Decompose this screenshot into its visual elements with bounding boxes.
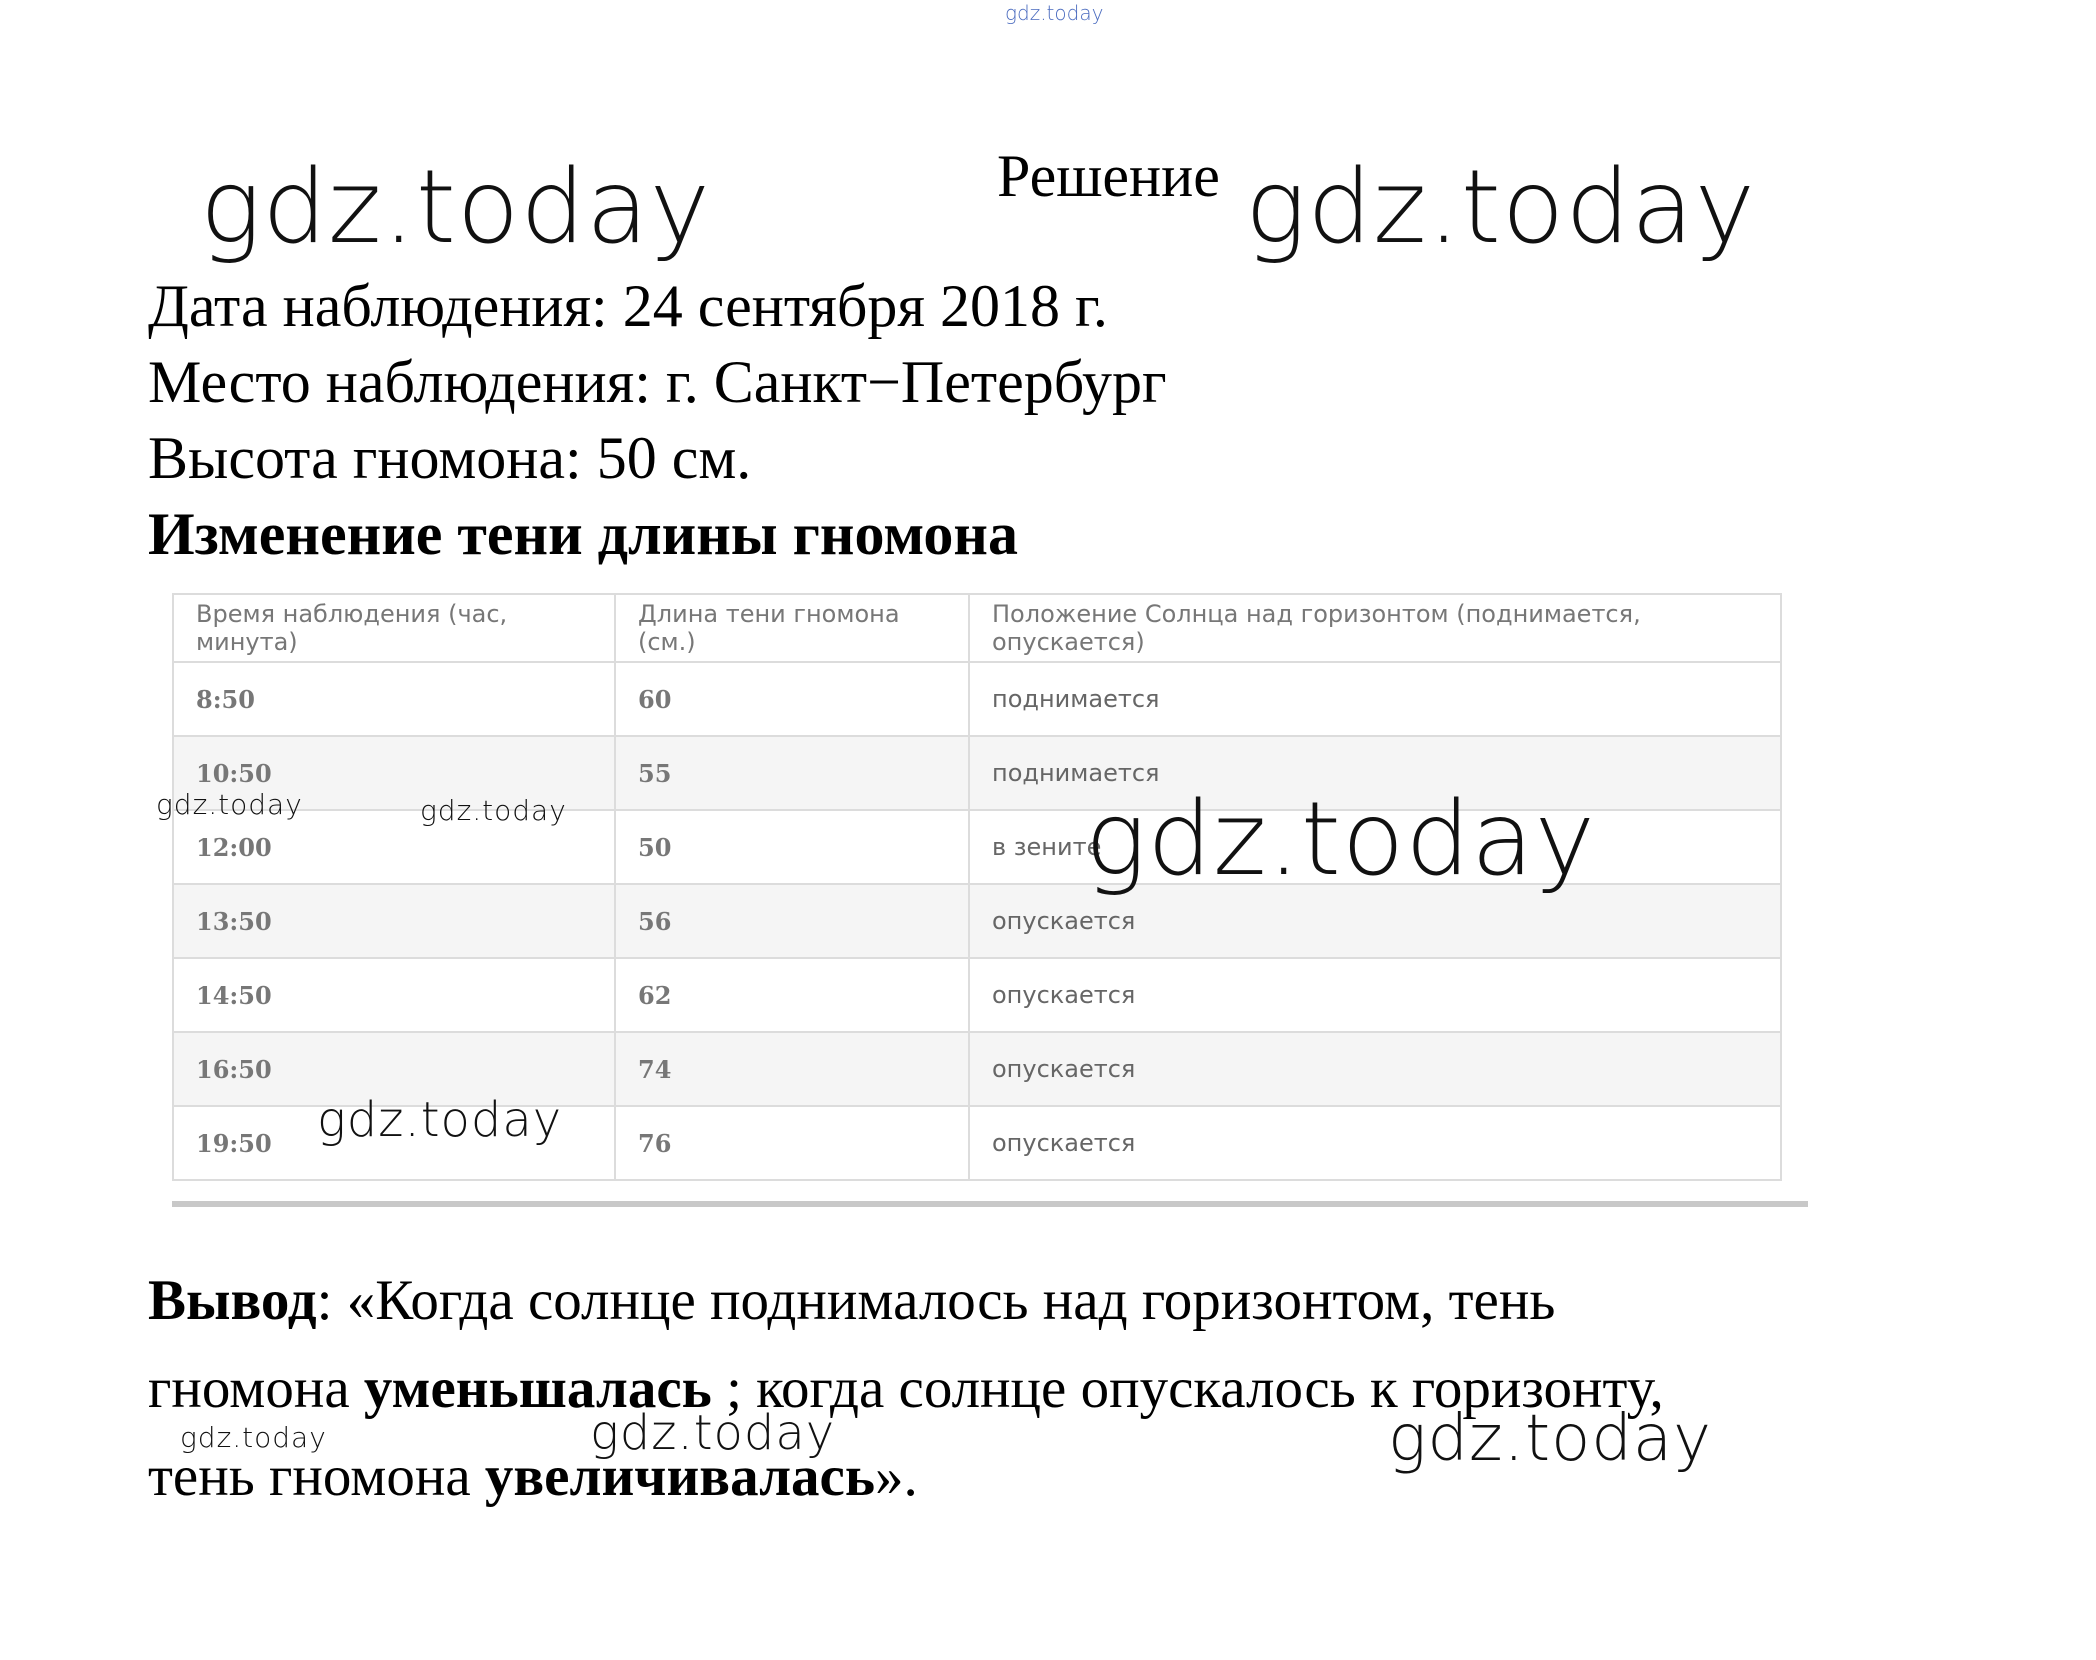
conclusion-text: : «Когда солнце поднималось над горизонтом, тень [316, 1269, 1556, 1332]
conclusion-keyword: увеличивалась [484, 1445, 875, 1508]
watermark: gdz.today [420, 794, 567, 827]
conclusion-text: ». [874, 1445, 918, 1508]
conclusion-line-1 [148, 1268, 1555, 1333]
sun-position-cell: опускается [969, 1106, 1781, 1180]
watermark-top: gdz.today [1005, 1, 1104, 25]
sun-position-cell: опускается [969, 958, 1781, 1032]
time-cell: 14:50 [173, 958, 615, 1032]
observation-place: Место наблюдения: г. Санкт−Петербург [148, 349, 1167, 415]
time-cell: 12:00 [173, 810, 615, 884]
watermark: gdz.today [200, 148, 711, 267]
conclusion-keyword: уменьшалась [363, 1357, 712, 1420]
sun-position-cell: поднимается [969, 662, 1781, 736]
sun-position-cell: опускается [969, 884, 1781, 958]
watermark: gdz.today [180, 1421, 327, 1454]
shadow-length-cell: 62 [615, 958, 969, 1032]
sun-position-cell: поднимается [969, 736, 1781, 810]
shadow-length-cell: 60 [615, 662, 969, 736]
table-row [173, 662, 1781, 736]
shadow-length-cell: 76 [615, 1106, 969, 1180]
watermark: gdz.today [156, 788, 303, 821]
observation-date: Дата наблюдения: 24 сентября 2018 г. [148, 273, 1108, 339]
table-bottom-border [172, 1201, 1808, 1207]
watermark: gdz.today [1388, 1402, 1712, 1476]
conclusion-text: гномона [148, 1357, 364, 1420]
watermark: gdz.today [1085, 780, 1596, 899]
conclusion-text: тень гномона [148, 1445, 485, 1508]
sun-position-cell: опускается [969, 1032, 1781, 1106]
time-cell: 10:50 [173, 736, 615, 810]
table-title: Изменение тени длины гномона [148, 501, 1018, 567]
conclusion-label: Вывод [148, 1269, 317, 1332]
column-header: Длина тени гномона (см.) [615, 594, 969, 662]
shadow-length-cell: 50 [615, 810, 969, 884]
watermark: gdz.today [1245, 148, 1756, 267]
watermark: gdz.today [317, 1092, 563, 1148]
shadow-length-cell: 56 [615, 884, 969, 958]
shadow-length-cell: 74 [615, 1032, 969, 1106]
time-cell: 13:50 [173, 884, 615, 958]
table-header-row [173, 594, 1781, 662]
column-header: Время наблюдения (час, минута) [173, 594, 615, 662]
time-cell: 8:50 [173, 662, 615, 736]
time-cell: 19:50 [173, 1106, 615, 1180]
column-header: Положение Солнца над горизонтом (поднимается, опускается) [969, 594, 1781, 662]
gnomon-height: Высота гномона: 50 см. [148, 425, 752, 491]
conclusion-text: ; когда солнце опускалось к горизонту, [711, 1357, 1664, 1420]
sun-position-cell: в зените [969, 810, 1781, 884]
shadow-length-cell: 55 [615, 736, 969, 810]
time-cell: 16:50 [173, 1032, 615, 1106]
page-heading: Решение [997, 143, 1220, 209]
watermark: gdz.today [590, 1405, 836, 1461]
table-row [173, 958, 1781, 1032]
